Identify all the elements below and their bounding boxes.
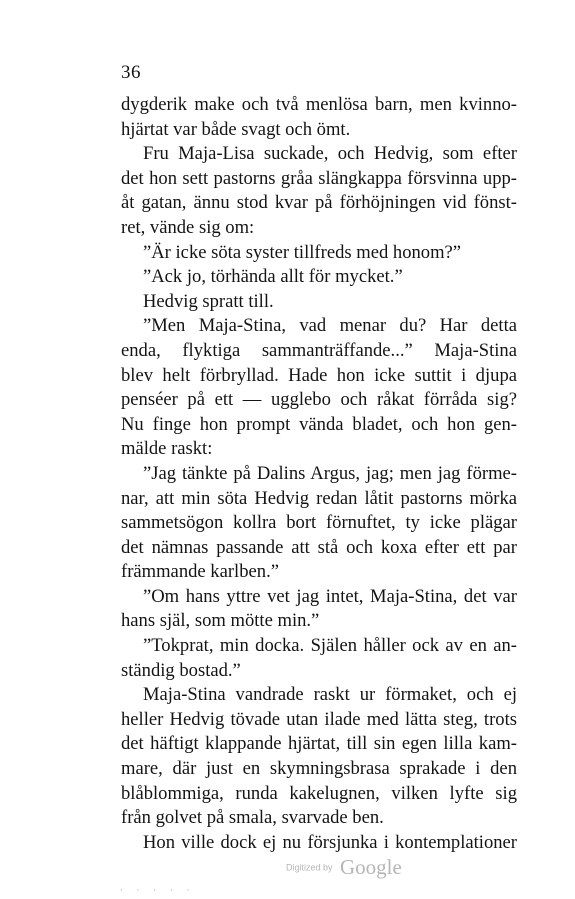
text-line: ”Ack jo, törhända allt för mycket.” [143, 266, 403, 288]
digitized-by-google-watermark [286, 855, 402, 880]
text-line: det nämnas passande att stå och koxa efter ett par [121, 536, 517, 558]
text-line: ständig bostad.” [121, 659, 241, 681]
text-line: Fru Maja-Lisa suckade, och Hedvig, som efter [143, 143, 517, 165]
watermark-brand: Google [339, 855, 402, 879]
text-line: ”Tokprat, min docka. Själen håller ock av en an- [143, 635, 517, 657]
text-line: enda, flyktiga sammanträffande...” Maja-Stina [121, 339, 517, 361]
text-line: Maja-Stina vandrade raskt ur förmaket, och ej [143, 684, 517, 706]
text-line: mare, där just en skymningsbrasa sprakade i den [121, 758, 517, 780]
scan-specks: ····· [120, 886, 204, 895]
text-line: blev helt förbryllad. Hade hon icke suttit i djupa [121, 364, 517, 386]
page-number: 36 [121, 62, 141, 83]
text-line: åt gatan, ännu stod kvar på förhöjningen vid fönst- [121, 192, 517, 214]
watermark-prefix: Digitized by [286, 862, 333, 873]
text-line: från golvet på smala, svarvade ben. [121, 807, 384, 829]
text-line: Nu finge hon prompt vända bladet, och hon gen- [121, 413, 517, 435]
text-line: dygderik make och två menlösa barn, men kvinno- [121, 94, 517, 115]
text-line: penséer på ett — ugglebo och råkat förråda sig? [121, 389, 517, 411]
text-line: Hedvig spratt till. [143, 290, 274, 312]
text-line: sammetsögon kollra bort förnuftet, ty icke plägar [121, 512, 517, 534]
text-line: hjärtat var både svagt och ömt. [121, 118, 351, 140]
text-line: ”Är icke söta syster tillfreds med honom?” [143, 241, 462, 263]
text-line: heller Hedvig tövade utan ilade med lätta steg, trots [121, 708, 517, 730]
text-line: nar, att min söta Hedvig redan låtit pastorns mörka [121, 487, 517, 509]
text-line: ”Jag tänkte på Dalins Argus, jag; men jag förme- [143, 462, 517, 484]
text-line: hans själ, som mötte min.” [121, 610, 320, 632]
text-line: det hon sett pastorns gråa slängkappa försvinna upp- [121, 167, 517, 189]
text-line: det häftigt klappande hjärtat, till sin egen lilla kam- [121, 733, 517, 755]
text-line: ”Om hans yttre vet jag intet, Maja-Stina, det var [143, 585, 517, 607]
body-text [121, 93, 517, 855]
text-line: ”Men Maja-Stina, vad menar du? Har detta [143, 315, 517, 337]
text-line: blåblommiga, runda kakelugnen, vilken lyfte sig [121, 782, 517, 804]
text-line: mälde raskt: [121, 438, 213, 460]
text-line: ret, vände sig om: [121, 216, 255, 238]
text-line: främmande karlben.” [121, 561, 279, 583]
text-line: Hon ville dock ej nu försjunka i kontemplationer [143, 831, 517, 853]
